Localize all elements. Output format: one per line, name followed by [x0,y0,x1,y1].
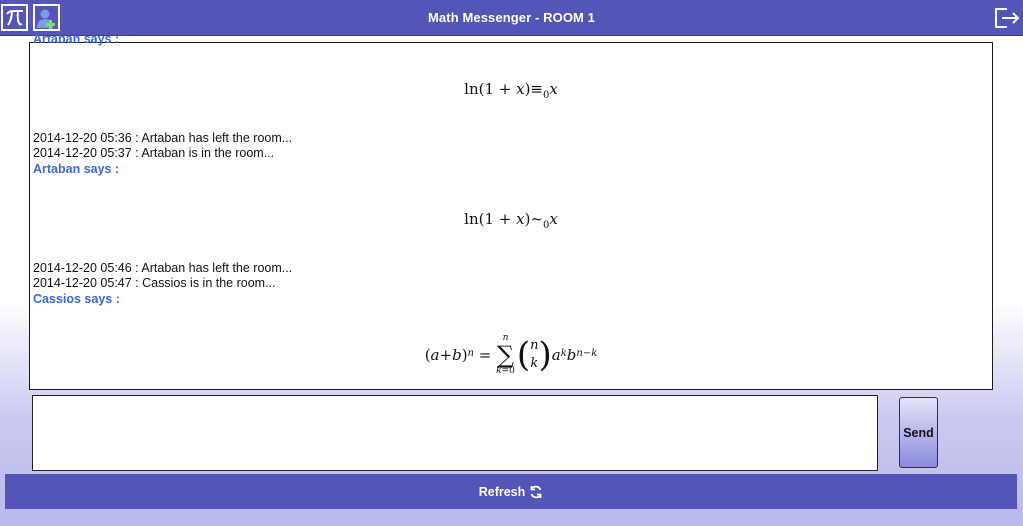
sender-label: Artaban says : [33,32,120,46]
refresh-label: Refresh [478,484,526,499]
log-line: 2014-12-20 05:37 : Artaban is in the room... [33,146,275,160]
formula-message: $\ln(1 + x)\sim_0x$ [464,210,558,231]
logout-icon[interactable] [993,6,1021,30]
send-button[interactable]: Send [899,397,938,468]
refresh-button[interactable] [5,474,1017,509]
message-input[interactable] [32,395,878,471]
log-line: 2014-12-20 05:36 : Artaban has left the room... [33,131,293,145]
formula-message: ( a + b ) $^n$ = n ∑ k=0 ( n k ) a $^k$ b $^{n -k}$ [424,333,598,376]
refresh-icon [529,485,543,499]
sender-label: Cassios says : [33,292,120,306]
log-line: 2014-12-20 05:46 : Artaban has left the room... [33,261,293,275]
formula-message: $\ln(1 + x)\equiv_0x$ [464,80,558,101]
log-line: 2014-12-20 05:47 : Cassios is in the room... [33,276,276,290]
chat-log[interactable] [29,32,993,390]
sender-label: Artaban says : [33,162,120,176]
page-title: Math Messenger - ROOM 1 [428,10,595,25]
